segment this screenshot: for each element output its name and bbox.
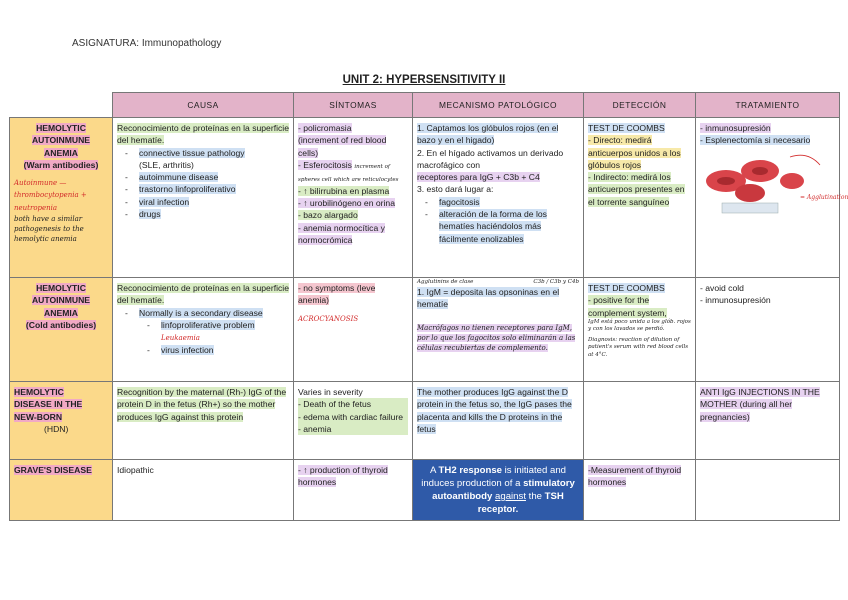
symptom: - ↑ production of thyroid hormones: [298, 465, 388, 488]
red-blood-cell: [717, 177, 735, 185]
list-item: - alteración de la forma de los hematíes haciéndolos más fácilmente enolizables: [439, 208, 579, 245]
causa-intro: Reconocimiento de proteínas en la superficie del hematíe.: [117, 283, 289, 306]
detection-line: TEST DE COOMBS: [588, 123, 665, 133]
sintomas-cell: [294, 460, 413, 521]
mecanismo-cell: A TH2 response is initiated and induces production of a stimulatory autoantibody against the TSH receptor.: [413, 460, 584, 521]
disease-line: DISEASE IN THE: [14, 399, 83, 410]
blank-corner: [10, 93, 113, 118]
mechanism-step: 1. Captamos los glóbulos rojos (en el bazo y en el higado): [417, 123, 559, 146]
tratamiento-cell: [696, 460, 840, 521]
symptom: - bazo alargado: [298, 210, 358, 221]
sintomas-cell: [294, 382, 413, 460]
legend-box: [722, 203, 778, 213]
detection-line: -Measurement of thyroid hormones: [588, 465, 682, 488]
column-causa: CAUSA: [113, 93, 294, 118]
table-row: [10, 382, 840, 460]
list-item: - linfoproliferative problem Leukaemia: [161, 319, 289, 345]
agglutination-note: = Agglutination: [800, 193, 848, 201]
list-item: - fagocitosis: [439, 196, 579, 208]
deteccion-cell: [584, 382, 696, 460]
symptom: - policromasia: [298, 123, 352, 133]
symptom: - anemia normocítica y normocrómica: [298, 222, 385, 246]
header-row: [10, 93, 840, 118]
deteccion-cell: [584, 460, 696, 521]
symptom: - edema with cardiac failure: [298, 411, 408, 423]
symptom: (increment of red blood cells): [298, 135, 387, 158]
causa-intro: Reconocimiento de proteínas en la superficie del hematíe.: [117, 123, 289, 146]
handwritten-note: ACROCYANOSIS: [298, 314, 359, 323]
disease-line: NEW-BORN: [14, 411, 63, 422]
symptom: - Death of the fetus: [298, 398, 408, 410]
disease-line: AUTOINMUNE: [31, 295, 91, 306]
red-blood-cell: [780, 173, 804, 189]
disease-line: AUTOINMUNE: [31, 135, 91, 146]
causa-text: Idiopathic: [117, 465, 154, 475]
mechanism-step: 3. esto dará lugar a:: [417, 184, 494, 195]
disease-cell: [10, 278, 113, 382]
tratamiento-cell: [696, 382, 840, 460]
treatment-line: - Esplenectomía si necesario: [700, 135, 811, 146]
deteccion-cell: [584, 118, 696, 278]
mecanismo-cell: [413, 278, 584, 382]
treatment-line: - inmunosupresión: [700, 123, 771, 133]
detection-line: - Indirecto: medirá los anticuerpos presentes en el torrente sanguíneo: [588, 172, 685, 207]
detection-line: - Directo: medirá anticuerpos unidos a los glóbulos rojos: [588, 135, 681, 170]
subject-label: ASIGNATURA: Immunopathology: [72, 38, 222, 49]
handwritten-note: Diagnosis: reaction of dilution of patient's serum with red blood cells at 4°C.: [588, 336, 689, 358]
handwritten-note: Agglutinins de clase: [417, 279, 474, 285]
disease-cell: [10, 382, 113, 460]
red-blood-cell: [752, 167, 768, 175]
disease-line: HEMOLYTIC: [36, 123, 86, 133]
treatment-line: - avoid cold: [700, 283, 744, 293]
symptom: - ↑ urobilinógeno en orina: [298, 198, 395, 209]
symptom: Varies in severity: [298, 387, 363, 397]
tratamiento-cell: [696, 278, 840, 382]
table-row: [10, 460, 840, 521]
table-row: [10, 118, 840, 278]
causa-cell: [113, 460, 294, 521]
table-row: [10, 278, 840, 382]
handwritten-note: IgM está poco unida a los glób. rojos y con los lavados se perdió.: [588, 318, 691, 333]
mechanism-text: The mother produces IgG against the D protein in the fetus so, the IgG pases the placenta and kills the D proteins in the fetus: [417, 387, 572, 434]
handwritten-note: both have a similar pathogenesis to the hemolytic anemia: [14, 215, 84, 244]
handwritten-note: C3b / C3b y C4b: [533, 279, 579, 285]
causa-cell: [113, 382, 294, 460]
list-item: - connective tissue pathology (SLE, arthritis): [139, 147, 289, 172]
list-item: - viral infection: [139, 196, 289, 208]
symptom: - anemia: [298, 423, 408, 435]
sintomas-cell: [294, 278, 413, 382]
list-item: - virus infection: [161, 344, 289, 356]
column-sintomas: SÍNTOMAS: [294, 93, 413, 118]
page-title: UNIT 2: HYPERSENSITIVITY II: [342, 74, 506, 86]
disease-line: HEMOLYTIC: [14, 387, 64, 397]
column-deteccion: DETECCIÓN: [584, 93, 696, 118]
symptom: - Esferocitosis: [298, 159, 352, 170]
treatment-text: ANTI IgG INJECTIONS IN THE MOTHER (during all her pregnancies): [700, 387, 820, 422]
disease-cell: [10, 118, 113, 278]
deteccion-cell: [584, 278, 696, 382]
mecanismo-cell: [413, 382, 584, 460]
tratamiento-cell: [696, 118, 848, 278]
disease-line: (Warm antibodies): [23, 159, 99, 170]
column-mecanismo: MECANISMO PATOLÓGICO: [413, 93, 584, 118]
hypersensitivity-table: [9, 92, 848, 521]
causa-cell: [113, 118, 294, 278]
arrow-icon: [790, 155, 820, 165]
causa-cell: [113, 278, 294, 382]
mechanism-step: 1. IgM = deposita las opsoninas en el hematíe: [417, 287, 560, 310]
column-tratamiento: TRATAMIENTO: [696, 93, 840, 118]
mecanismo-cell: [413, 118, 584, 278]
mechanism-step: receptores para IgG + C3b + C4: [417, 172, 540, 183]
symptom: - ↑ bilirrubina en plasma: [298, 185, 390, 196]
disease-line: HEMOLYTIC: [36, 283, 86, 293]
red-blood-cells-drawing: [700, 151, 848, 221]
disease-line: ANEMIA: [44, 147, 78, 158]
causa-text: Recognition by the maternal (Rh-) IgG of the protein D in the fetus (Rh+) so the mother produces IgG against this protein: [117, 387, 287, 422]
disease-line: (Cold antibodies): [25, 319, 97, 330]
handwritten-note: Leukaemia: [161, 334, 200, 343]
disease-line: ANEMIA: [44, 307, 78, 318]
disease-line: GRAVE'S DISEASE: [14, 465, 92, 475]
list-item: - trastorno linfoproliferativo: [139, 183, 289, 195]
red-blood-cell: [735, 184, 765, 202]
sintomas-cell: [294, 118, 413, 278]
list-item: - Normally is a secondary disease - linfoproliferative problem Leukaemia - virus infection: [139, 307, 289, 357]
handwritten-note: increment of spheres cell which are reticulocytes: [298, 163, 399, 183]
detection-line: TEST DE COOMBS: [588, 283, 665, 293]
handwritten-note: Macrófagos no tienen receptores para IgM, por lo que los fagocitos solo eliminarán a las células recubiertas de complemento.: [417, 323, 576, 352]
symptom: - no symptoms (leve anemia): [298, 283, 376, 306]
disease-line: (HDN): [44, 423, 69, 434]
detection-line: - positive for the complement system,: [588, 295, 667, 318]
treatment-line: - inmunosupresión: [700, 295, 771, 306]
list-item: - drugs: [139, 208, 289, 220]
handwritten-note: Autoinmune — thrombocytopenia + neutropenia: [14, 179, 87, 212]
disease-cell: [10, 460, 113, 521]
list-item: - autoimmune disease: [139, 171, 289, 183]
mechanism-step: 2. En el hígado activamos un derivado macrofágico con: [417, 147, 564, 170]
